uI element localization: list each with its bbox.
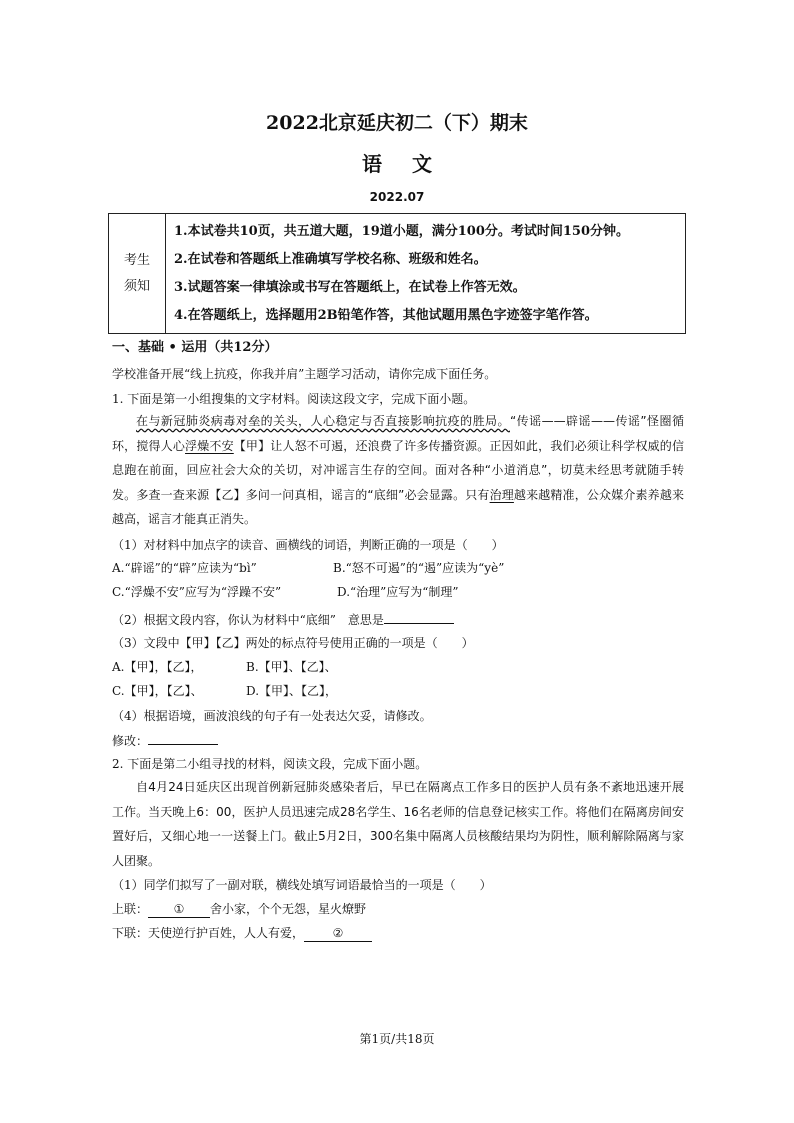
blank-1[interactable]: ① xyxy=(148,901,210,918)
q1-sub3-option-b: B.【甲】、【乙】、 xyxy=(246,660,337,674)
question-2-passage: 自4月24日延庆区出现首例新冠肺炎感染者后，早已在隔离点工作多日的医护人员有条不紊地迅速开展工作。当天晚上6：00，医护人员迅速完成28名学生、16名老师的信息登记核实工作。将他们在隔离房间安置好后，又细心地一一送餐上门。截止5月2日，300名集中隔离人员核酸结果均为阴性，顺利解除隔离与家人团聚。 xyxy=(112,780,684,868)
section-intro: 学校准备开展“线上抗疫，你我并肩”主题学习活动，请你完成下面任务。 xyxy=(112,367,497,381)
question-2-stem: 2. 下面是第二小组寻找的材料，阅读文段，完成下面小题。 xyxy=(112,757,428,771)
q1-sub3-stem: （3）文段中【甲】【乙】两处的标点符号使用正确的一项是（ ） xyxy=(112,636,474,650)
q1-sub2-stem: （2）根据文段内容，你认为材料中“底细” 意思是 xyxy=(112,613,384,627)
q1-sub1-option-b: B.“怒不可遏”的“遏”应读为“yè” xyxy=(333,561,505,575)
underlined-word-1: 浮燥不安 xyxy=(185,438,234,453)
question-1-stem: 1. 下面是第一小组搜集的文字材料。阅读这段文字，完成下面小题。 xyxy=(112,392,476,406)
notice-label-line1: 考生 xyxy=(123,252,150,268)
page-footer: 第1页/共18页 xyxy=(359,1032,435,1046)
q1-sub3-option-c: C.【甲】，【乙】、 xyxy=(112,684,203,698)
underlined-word-2: 治理 xyxy=(489,487,514,502)
q1-sub3-option-d: D.【甲】、【乙】， xyxy=(246,684,338,698)
upper-label: 上联： xyxy=(112,902,149,916)
q2-sub1-stem: （1）同学们拟写了一副对联，横线处填写词语最恰当的一项是（ ） xyxy=(112,878,492,892)
upper-text: 舍小家，个个无怨，星火燎野 xyxy=(210,902,367,916)
subject-title: 语文 xyxy=(362,152,462,176)
couplet-upper xyxy=(112,901,366,918)
q1-sub4-answer xyxy=(112,732,218,749)
blank-2[interactable]: ② xyxy=(304,925,372,942)
q1-sub3-option-a: A.【甲】，【乙】， xyxy=(112,660,203,674)
candidate-notice-table xyxy=(108,213,686,334)
notice-item: 2.在试卷和答题纸上准确填写学校名称、班级和姓名。 xyxy=(174,252,487,267)
answer-blank[interactable] xyxy=(384,611,454,624)
passage-part-c: 越来越精准，公众媒介素养越来越高，谣言才能真正消失。 xyxy=(112,487,684,526)
notice-item: 1.本试卷共10页，共五道大题，19道小题，满分100分。考试时间150分钟。 xyxy=(174,224,630,239)
passage-part-a: “传谣——辟谣——传谣”怪圈循环，搅得人心 xyxy=(112,414,684,453)
couplet-lower xyxy=(112,925,372,942)
exam-title: 2022北京延庆初二（下）期末 xyxy=(266,112,528,134)
lower-text: 下联：天使逆行护百姓，人人有爱， xyxy=(112,926,305,940)
q1-sub1-option-c: C.“浮燥不安”应写为“浮躁不安” xyxy=(112,585,282,599)
q1-sub1-option-a: A.“辟谣”的“辟”应读为“bì” xyxy=(112,561,257,575)
notice-label-line2: 须知 xyxy=(123,278,150,294)
q1-sub4-stem: （4）根据语境，画波浪线的句子有一处表达欠妥，请修改。 xyxy=(112,709,432,723)
notice-items xyxy=(166,214,685,333)
q1-sub1-stem: （1）对材料中加点字的读音、画横线的词语，判断正确的一项是（ ） xyxy=(112,538,504,552)
answer-blank[interactable] xyxy=(148,732,218,745)
passage-part-b: 【甲】让人怒不可遏，还浪费了许多传播资源。正因如此，我们必须让科学权威的信息跑在前面，回应社会大众的关切，对冲谣言生存的空间。面对各种“小道消息”，切莫未经思考就随手转发。多查一查来源【乙】多问一问真相，谣言的“底细”必会显露。只有 xyxy=(112,438,684,502)
exam-date: 2022.07 xyxy=(369,190,425,204)
notice-item: 3.试题答案一律填涂或书写在答题纸上，在试卷上作答无效。 xyxy=(174,280,526,295)
answer-label: 修改： xyxy=(112,734,149,748)
section-heading: 一、基础 • 运用（共12分） xyxy=(112,340,278,355)
wavy-sentence: 在与新冠肺炎病毒对垒的关头，人心稳定与否直接影响抗疫的胜局。 xyxy=(136,414,510,428)
q1-sub2 xyxy=(112,611,454,628)
notice-item: 4.在答题纸上，选择题用2B铅笔作答，其他试题用黑色字迹签字笔作答。 xyxy=(174,308,598,323)
question-1-passage xyxy=(112,409,684,532)
notice-label xyxy=(109,214,166,333)
q1-sub1-option-d: D.“治理”应写为“制理” xyxy=(337,585,459,599)
